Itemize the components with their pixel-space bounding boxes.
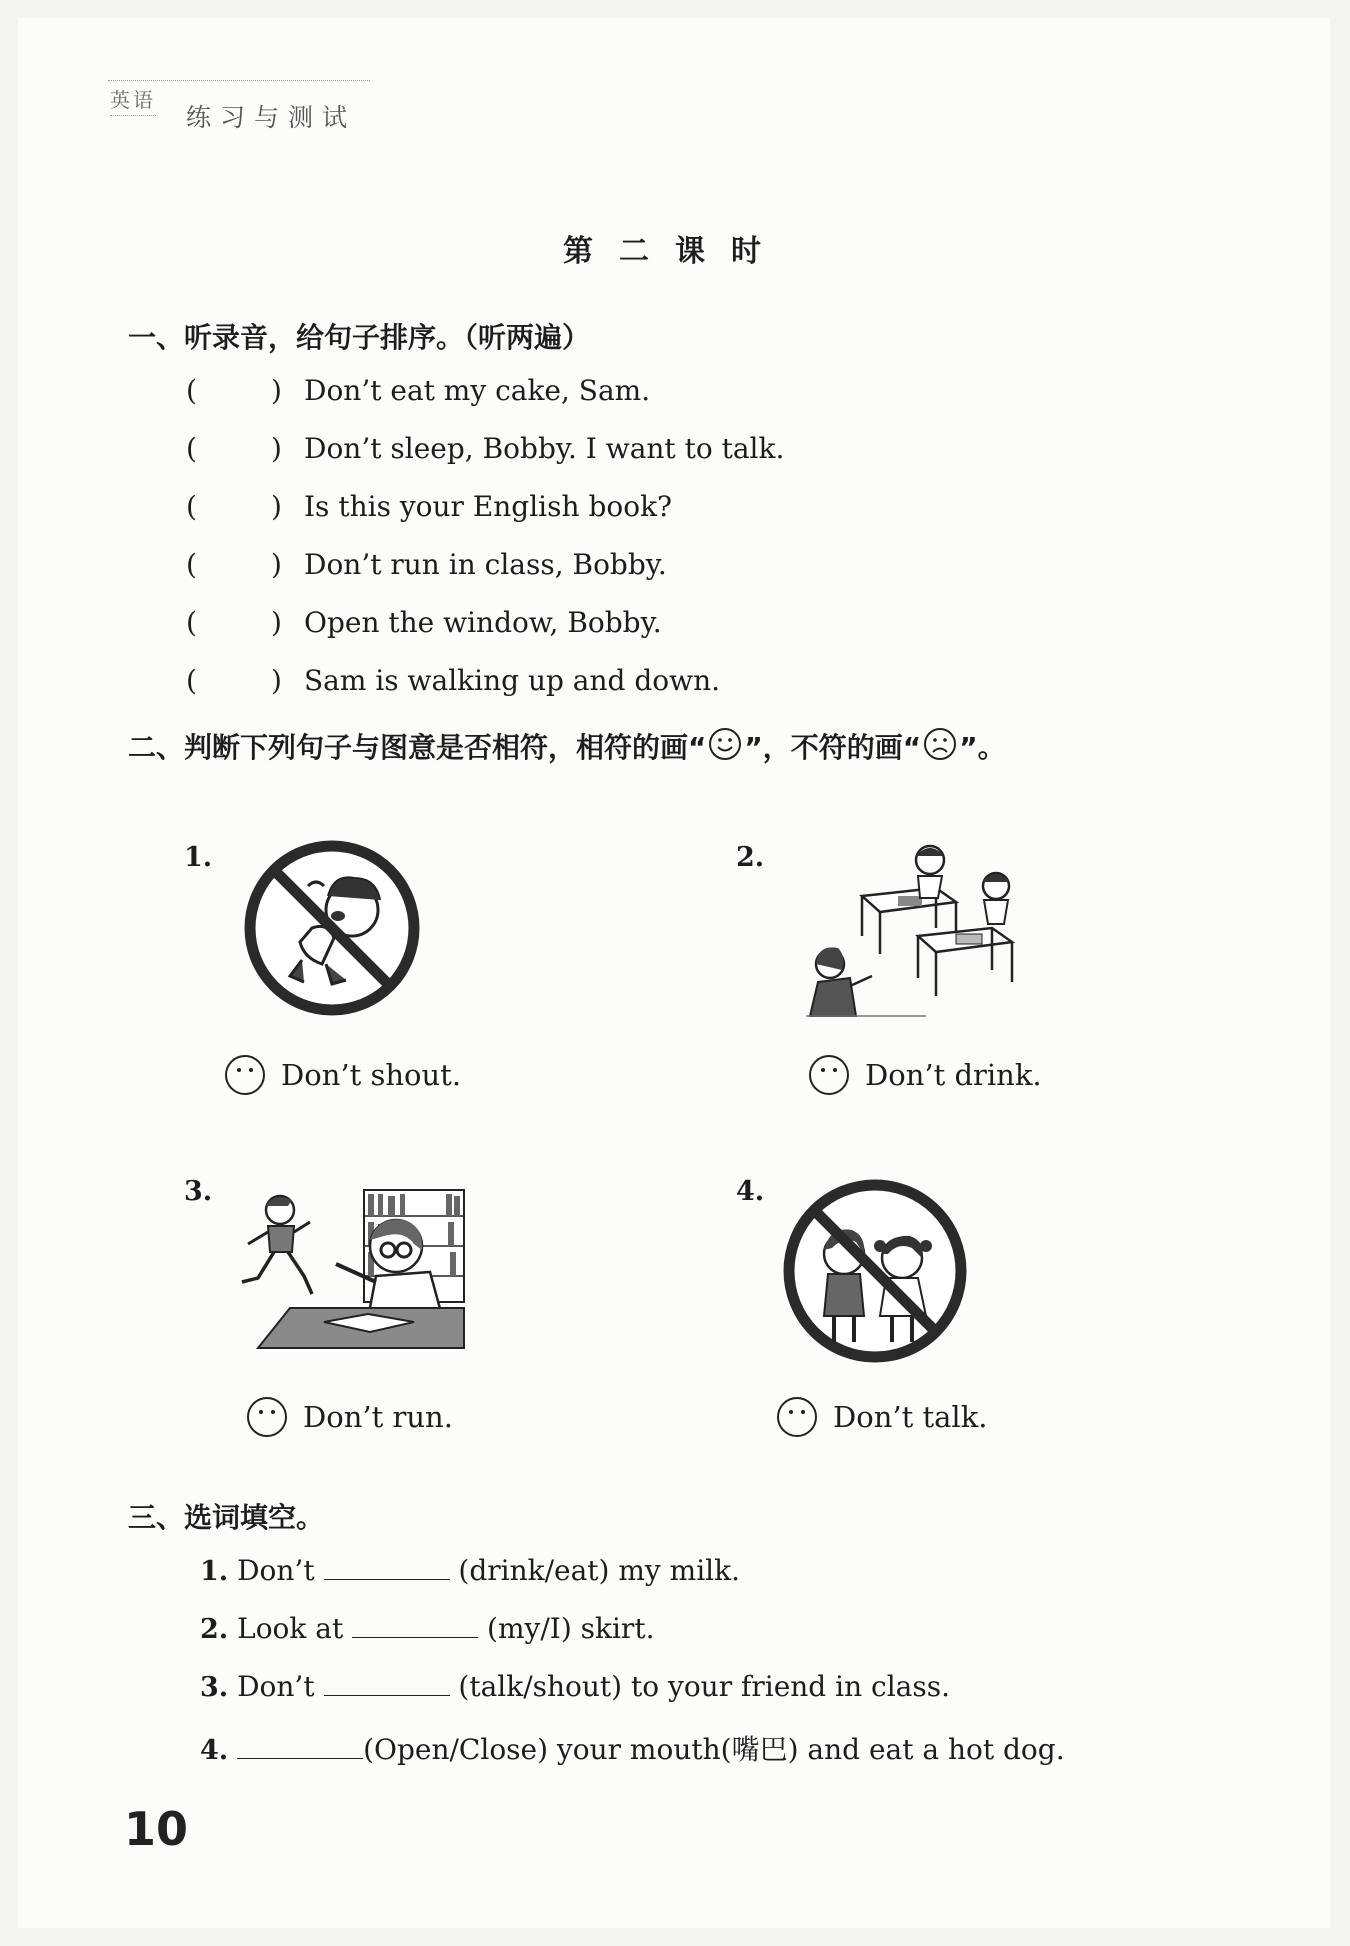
fill-after: (my/I) skirt. (487, 1612, 655, 1645)
item-number: 1. (184, 842, 213, 873)
item-number: 1. (200, 1556, 229, 1587)
fill-before: Look at (237, 1612, 344, 1645)
section2-heading-part3: ”。 (959, 731, 1006, 764)
fill-after: (drink/eat) my milk. (458, 1554, 740, 1587)
answer-blank[interactable] (352, 1615, 478, 1638)
fill-before: Don’t (237, 1554, 315, 1587)
answer-paren-close: ) (271, 490, 282, 523)
classroom-desks-icon (806, 836, 1026, 1022)
section2-heading-part1: 二、判断下列句子与图意是否相符，相符的画“ (128, 731, 707, 764)
no-talking-sign-icon (780, 1176, 970, 1366)
answer-paren-open: ( (186, 664, 197, 697)
no-shouting-sign-icon (242, 838, 422, 1018)
caption-text: Don’t run. (303, 1400, 453, 1434)
page-number: 10 (124, 1802, 189, 1856)
caption-2 (808, 1054, 1068, 1098)
section2-heading (128, 726, 1006, 766)
sentence: Don’t run in class, Bobby. (304, 548, 667, 581)
answer-paren-open: ( (186, 432, 197, 465)
answer-paren-open: ( (186, 548, 197, 581)
item-number: 2. (200, 1614, 229, 1645)
smiley-face-icon (708, 727, 742, 761)
sentence: Is this your English book? (304, 490, 673, 523)
caption-text: Don’t shout. (281, 1058, 462, 1092)
answer-paren-close: ) (271, 374, 282, 407)
item-number: 2. (736, 842, 765, 873)
fill-after: (talk/shout) to your friend in class. (458, 1670, 950, 1703)
item-number: 3. (200, 1672, 229, 1703)
sentence: Don’t eat my cake, Sam. (304, 374, 651, 407)
section1-heading: 一、听录音，给句子排序。（听两遍） (128, 321, 591, 354)
item-number: 4. (736, 1176, 765, 1207)
fill-item (200, 1728, 1065, 1768)
sentence: Open the window, Bobby. (304, 606, 662, 639)
header-book-title: 练习与测试 (186, 103, 357, 132)
sad-face-icon (923, 727, 957, 761)
answer-paren-open: ( (186, 490, 197, 523)
blank-face-icon (246, 1396, 288, 1438)
answer-paren-close: ) (271, 664, 282, 697)
section3-heading: 三、选词填空。 (128, 1501, 325, 1534)
lesson-title: 第二课时 (563, 234, 787, 269)
caption-3 (246, 1396, 506, 1440)
sentence: Don’t sleep, Bobby. I want to talk. (304, 432, 785, 465)
blank-face-icon (224, 1054, 266, 1096)
fill-item (200, 1670, 950, 1703)
answer-paren-close: ) (271, 606, 282, 639)
answer-blank[interactable] (237, 1736, 363, 1759)
fill-item (200, 1612, 654, 1645)
answer-paren-close: ) (271, 432, 282, 465)
caption-1 (224, 1054, 484, 1098)
fill-after: (Open/Close) your mouth(嘴巴) and eat a hot dog. (363, 1733, 1065, 1766)
caption-4 (776, 1396, 1036, 1440)
sentence: Sam is walking up and down. (304, 664, 721, 697)
boy-running-library-icon (218, 1186, 468, 1352)
header-subject: 英语 (110, 84, 156, 116)
fill-before: Don’t (237, 1670, 315, 1703)
blank-face-icon (808, 1054, 850, 1096)
item-number: 4. (200, 1735, 229, 1766)
fill-item (200, 1554, 740, 1587)
caption-text: Don’t drink. (865, 1058, 1042, 1092)
blank-face-icon (776, 1396, 818, 1438)
caption-text: Don’t talk. (833, 1400, 988, 1434)
answer-paren-close: ) (271, 548, 282, 581)
section2-heading-part2: ”，不符的画“ (744, 731, 922, 764)
answer-blank[interactable] (324, 1673, 450, 1696)
answer-paren-open: ( (186, 606, 197, 639)
item-number: 3. (184, 1176, 213, 1207)
answer-paren-open: ( (186, 374, 197, 407)
answer-blank[interactable] (324, 1557, 450, 1580)
